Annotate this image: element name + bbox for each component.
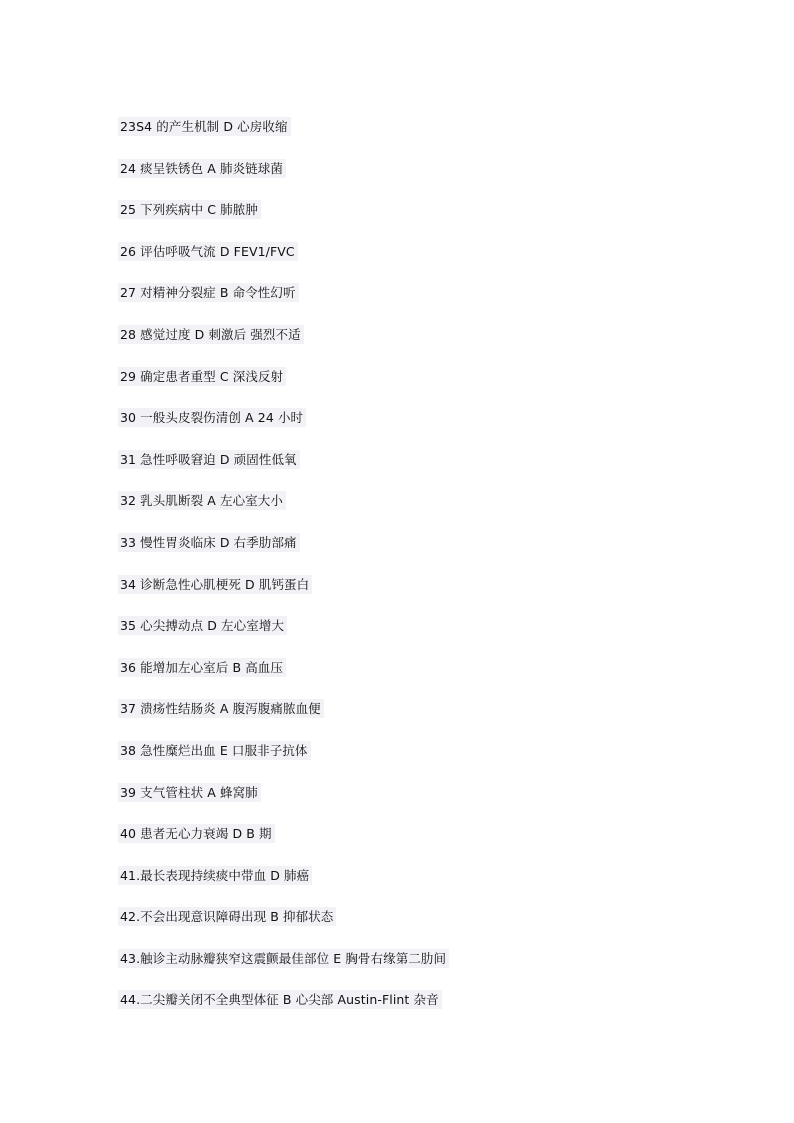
list-item-text: 33 慢性胃炎临床 D 右季肋部痛 xyxy=(118,533,300,552)
list-item xyxy=(118,324,449,366)
list-item-text: 27 对精神分裂症 B 命令性幻听 xyxy=(118,283,299,302)
list-item xyxy=(118,490,449,532)
list-item xyxy=(118,740,449,782)
list-item xyxy=(118,199,449,241)
list-item-text: 34 诊断急性心肌梗死 D 肌钙蛋白 xyxy=(118,575,312,594)
list-item-text: 29 确定患者重型 C 深浅反射 xyxy=(118,367,286,386)
list-item xyxy=(118,282,449,324)
list-item-text: 31 急性呼吸窘迫 D 顽固性低氧 xyxy=(118,450,300,469)
list-item-text: 30 一般头皮裂伤清创 A 24 小时 xyxy=(118,408,306,427)
list-item xyxy=(118,366,449,408)
list-item xyxy=(118,116,449,158)
list-item xyxy=(118,158,449,200)
list-item-text: 39 支气管柱状 A 蜂窝肺 xyxy=(118,783,261,802)
list-item xyxy=(118,906,449,948)
list-item-text: 43.触诊主动脉瓣狭窄这震颤最佳部位 E 胸骨右缘第二肋间 xyxy=(118,949,449,968)
list-item xyxy=(118,948,449,990)
list-item xyxy=(118,865,449,907)
list-item xyxy=(118,989,449,1031)
list-item-text: 32 乳头肌断裂 A 左心室大小 xyxy=(118,491,286,510)
list-item-text: 24 痰呈铁锈色 A 肺炎链球菌 xyxy=(118,159,286,178)
list-item-text: 41.最长表现持续痰中带血 D 肺癌 xyxy=(118,866,312,885)
list-item xyxy=(118,615,449,657)
list-item xyxy=(118,698,449,740)
list-item xyxy=(118,823,449,865)
list-item xyxy=(118,657,449,699)
list-item xyxy=(118,449,449,491)
list-item-text: 35 心尖搏动点 D 左心室增大 xyxy=(118,616,287,635)
list-item-text: 37 溃疡性结肠炎 A 腹泻腹痛脓血便 xyxy=(118,699,324,718)
list-item-text: 42.不会出现意识障碍出现 B 抑郁状态 xyxy=(118,907,336,926)
list-item-text: 40 患者无心力衰竭 D B 期 xyxy=(118,824,275,843)
list-item xyxy=(118,574,449,616)
list-item xyxy=(118,782,449,824)
list-item xyxy=(118,532,449,574)
list-item xyxy=(118,241,449,283)
list-item-text: 25 下列疾病中 C 肺脓肿 xyxy=(118,200,261,219)
list-item-text: 28 感觉过度 D 刺激后 强烈不适 xyxy=(118,325,304,344)
list-item-text: 44.二尖瓣关闭不全典型体征 B 心尖部 Austin-Flint 杂音 xyxy=(118,990,442,1009)
list-item-text: 36 能增加左心室后 B 高血压 xyxy=(118,658,286,677)
list-item-text: 38 急性糜烂出血 E 口服非子抗体 xyxy=(118,741,311,760)
answer-list xyxy=(118,116,449,1031)
list-item-text: 23S4 的产生机制 D 心房收缩 xyxy=(118,117,291,136)
list-item xyxy=(118,407,449,449)
list-item-text: 26 评估呼吸气流 D FEV1/FVC xyxy=(118,242,298,261)
